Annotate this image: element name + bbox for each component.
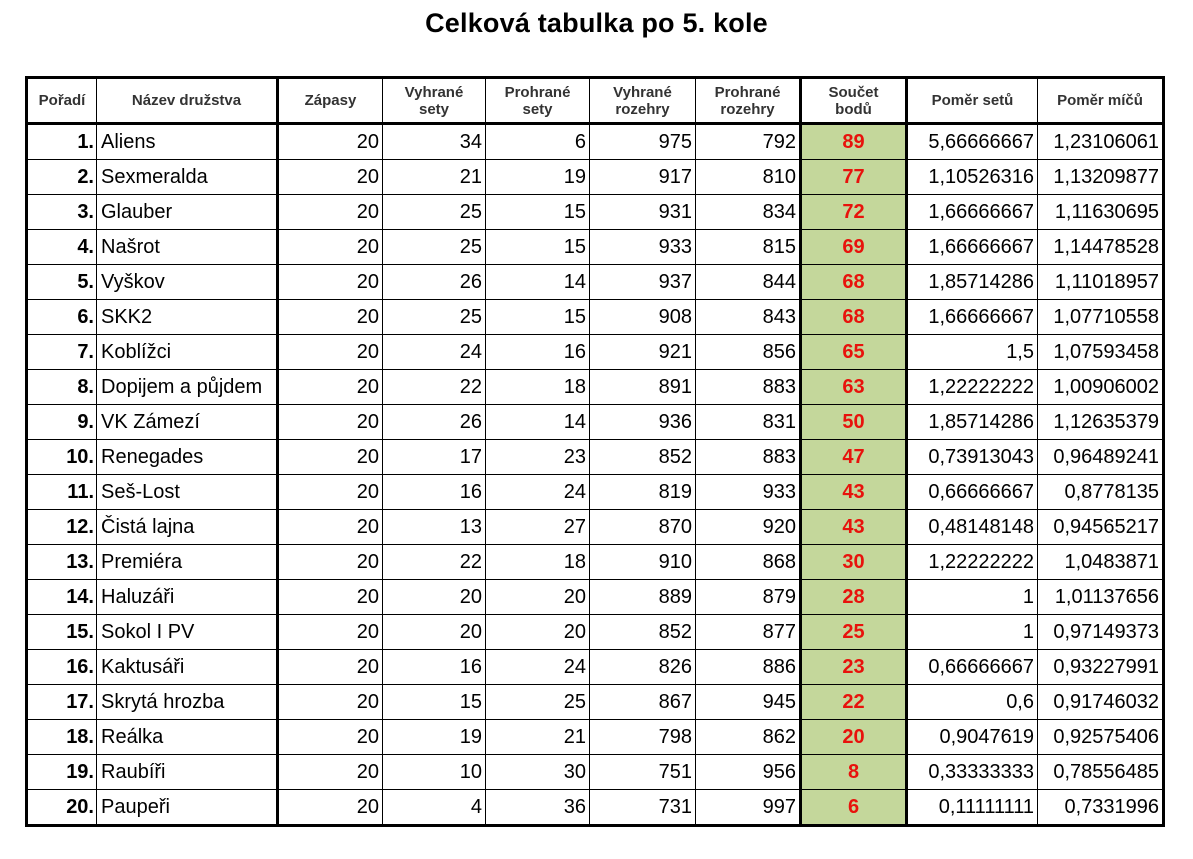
cell-rank: 12. xyxy=(27,510,97,545)
cell-rallies-lost: 792 xyxy=(696,124,801,160)
cell-ball-ratio: 0,96489241 xyxy=(1038,440,1164,475)
table-row xyxy=(27,650,1164,685)
cell-team-name: Raubíři xyxy=(97,755,278,790)
cell-rallies-won: 917 xyxy=(590,160,696,195)
cell-team-name: Kaktusáři xyxy=(97,650,278,685)
cell-matches: 20 xyxy=(278,755,383,790)
cell-sets-lost: 27 xyxy=(486,510,590,545)
table-row xyxy=(27,195,1164,230)
cell-rank: 8. xyxy=(27,370,97,405)
cell-points: 25 xyxy=(801,615,907,650)
cell-set-ratio: 1,66666667 xyxy=(907,195,1038,230)
table-row xyxy=(27,335,1164,370)
cell-sets-won: 4 xyxy=(383,790,486,826)
cell-ball-ratio: 0,92575406 xyxy=(1038,720,1164,755)
cell-ball-ratio: 0,91746032 xyxy=(1038,685,1164,720)
cell-rallies-won: 798 xyxy=(590,720,696,755)
cell-team-name: Seš-Lost xyxy=(97,475,278,510)
cell-rallies-lost: 879 xyxy=(696,580,801,615)
cell-rallies-lost: 862 xyxy=(696,720,801,755)
cell-ball-ratio: 1,11018957 xyxy=(1038,265,1164,300)
col-header-points-line1: Součet xyxy=(828,83,879,101)
cell-points: 89 xyxy=(801,124,907,160)
cell-points: 23 xyxy=(801,650,907,685)
col-header-sets-won-line2: sety xyxy=(418,100,450,118)
cell-matches: 20 xyxy=(278,160,383,195)
cell-rank: 13. xyxy=(27,545,97,580)
cell-points: 20 xyxy=(801,720,907,755)
cell-sets-won: 13 xyxy=(383,510,486,545)
cell-points: 43 xyxy=(801,510,907,545)
cell-rank: 16. xyxy=(27,650,97,685)
table-row xyxy=(27,265,1164,300)
cell-team-name: Glauber xyxy=(97,195,278,230)
cell-points: 22 xyxy=(801,685,907,720)
col-header-rank: Pořadí xyxy=(27,78,97,124)
cell-team-name: Skrytá hrozba xyxy=(97,685,278,720)
cell-sets-won: 25 xyxy=(383,300,486,335)
cell-matches: 20 xyxy=(278,650,383,685)
cell-set-ratio: 0,73913043 xyxy=(907,440,1038,475)
cell-rallies-lost: 956 xyxy=(696,755,801,790)
cell-matches: 20 xyxy=(278,335,383,370)
cell-matches: 20 xyxy=(278,615,383,650)
cell-sets-won: 16 xyxy=(383,650,486,685)
cell-ball-ratio: 0,93227991 xyxy=(1038,650,1164,685)
cell-team-name: VK Zámezí xyxy=(97,405,278,440)
cell-points: 69 xyxy=(801,230,907,265)
col-header-sets-lost-line1: Prohrané xyxy=(504,83,571,101)
cell-rallies-lost: 997 xyxy=(696,790,801,826)
cell-rank: 9. xyxy=(27,405,97,440)
cell-team-name: Paupeři xyxy=(97,790,278,826)
cell-set-ratio: 0,66666667 xyxy=(907,475,1038,510)
cell-sets-lost: 24 xyxy=(486,475,590,510)
cell-set-ratio: 0,48148148 xyxy=(907,510,1038,545)
cell-rallies-lost: 831 xyxy=(696,405,801,440)
cell-rallies-lost: 868 xyxy=(696,545,801,580)
cell-rallies-lost: 933 xyxy=(696,475,801,510)
cell-sets-lost: 19 xyxy=(486,160,590,195)
cell-rallies-won: 751 xyxy=(590,755,696,790)
cell-set-ratio: 1,10526316 xyxy=(907,160,1038,195)
cell-ball-ratio: 1,23106061 xyxy=(1038,124,1164,160)
cell-matches: 20 xyxy=(278,230,383,265)
cell-points: 8 xyxy=(801,755,907,790)
cell-points: 77 xyxy=(801,160,907,195)
cell-team-name: Premiéra xyxy=(97,545,278,580)
cell-points: 68 xyxy=(801,300,907,335)
cell-set-ratio: 1,85714286 xyxy=(907,405,1038,440)
cell-matches: 20 xyxy=(278,405,383,440)
table-row xyxy=(27,580,1164,615)
cell-ball-ratio: 1,0483871 xyxy=(1038,545,1164,580)
cell-rank: 2. xyxy=(27,160,97,195)
table-row xyxy=(27,405,1164,440)
cell-matches: 20 xyxy=(278,300,383,335)
cell-matches: 20 xyxy=(278,580,383,615)
cell-points: 65 xyxy=(801,335,907,370)
cell-team-name: Reálka xyxy=(97,720,278,755)
col-header-sets-lost-line2: sety xyxy=(522,100,553,118)
cell-sets-lost: 21 xyxy=(486,720,590,755)
cell-sets-won: 26 xyxy=(383,265,486,300)
cell-sets-won: 19 xyxy=(383,720,486,755)
cell-sets-lost: 14 xyxy=(486,265,590,300)
cell-matches: 20 xyxy=(278,510,383,545)
cell-set-ratio: 1,66666667 xyxy=(907,230,1038,265)
table-row xyxy=(27,545,1164,580)
cell-rank: 7. xyxy=(27,335,97,370)
cell-points: 30 xyxy=(801,545,907,580)
col-header-rallies-lost-line1: Prohrané xyxy=(714,83,781,101)
table-row xyxy=(27,755,1164,790)
cell-ball-ratio: 1,14478528 xyxy=(1038,230,1164,265)
cell-team-name: Sokol I PV xyxy=(97,615,278,650)
cell-points: 72 xyxy=(801,195,907,230)
cell-rallies-won: 852 xyxy=(590,615,696,650)
cell-rallies-won: 867 xyxy=(590,685,696,720)
cell-matches: 20 xyxy=(278,195,383,230)
cell-rallies-lost: 945 xyxy=(696,685,801,720)
cell-points: 43 xyxy=(801,475,907,510)
cell-team-name: Čistá lajna xyxy=(97,510,278,545)
cell-ball-ratio: 1,01137656 xyxy=(1038,580,1164,615)
cell-set-ratio: 1,22222222 xyxy=(907,545,1038,580)
cell-rallies-won: 870 xyxy=(590,510,696,545)
cell-sets-lost: 15 xyxy=(486,195,590,230)
cell-rallies-won: 908 xyxy=(590,300,696,335)
cell-matches: 20 xyxy=(278,545,383,580)
cell-team-name: Aliens xyxy=(97,124,278,160)
cell-team-name: Haluzáři xyxy=(97,580,278,615)
cell-sets-won: 25 xyxy=(383,195,486,230)
cell-rallies-lost: 886 xyxy=(696,650,801,685)
cell-points: 68 xyxy=(801,265,907,300)
cell-ball-ratio: 1,07593458 xyxy=(1038,335,1164,370)
cell-sets-won: 34 xyxy=(383,124,486,160)
cell-sets-won: 15 xyxy=(383,685,486,720)
table-row xyxy=(27,160,1164,195)
cell-matches: 20 xyxy=(278,790,383,826)
cell-rallies-lost: 844 xyxy=(696,265,801,300)
cell-rallies-lost: 834 xyxy=(696,195,801,230)
cell-sets-lost: 24 xyxy=(486,650,590,685)
cell-sets-lost: 25 xyxy=(486,685,590,720)
cell-rallies-won: 852 xyxy=(590,440,696,475)
cell-rallies-lost: 920 xyxy=(696,510,801,545)
table-row xyxy=(27,230,1164,265)
cell-sets-won: 16 xyxy=(383,475,486,510)
col-header-set-ratio: Poměr setů xyxy=(907,78,1038,124)
cell-sets-won: 10 xyxy=(383,755,486,790)
cell-team-name: Sexmeralda xyxy=(97,160,278,195)
col-header-team: Název družstva xyxy=(97,78,278,124)
cell-rallies-lost: 883 xyxy=(696,370,801,405)
cell-rank: 11. xyxy=(27,475,97,510)
cell-set-ratio: 1,22222222 xyxy=(907,370,1038,405)
cell-set-ratio: 0,9047619 xyxy=(907,720,1038,755)
col-header-rallies-lost-line2: rozehry xyxy=(720,100,775,118)
cell-rallies-won: 891 xyxy=(590,370,696,405)
header-row xyxy=(27,78,1164,124)
cell-ball-ratio: 1,13209877 xyxy=(1038,160,1164,195)
standings-table xyxy=(25,76,1165,827)
cell-matches: 20 xyxy=(278,685,383,720)
cell-sets-lost: 20 xyxy=(486,615,590,650)
cell-ball-ratio: 0,94565217 xyxy=(1038,510,1164,545)
cell-rallies-lost: 883 xyxy=(696,440,801,475)
cell-sets-won: 21 xyxy=(383,160,486,195)
cell-set-ratio: 1,5 xyxy=(907,335,1038,370)
cell-ball-ratio: 1,07710558 xyxy=(1038,300,1164,335)
col-header-rallies-won-line2: rozehry xyxy=(615,100,670,118)
table-row xyxy=(27,685,1164,720)
cell-sets-won: 22 xyxy=(383,370,486,405)
cell-matches: 20 xyxy=(278,720,383,755)
cell-set-ratio: 1,85714286 xyxy=(907,265,1038,300)
cell-team-name: SKK2 xyxy=(97,300,278,335)
cell-rank: 17. xyxy=(27,685,97,720)
cell-rallies-won: 937 xyxy=(590,265,696,300)
cell-sets-won: 26 xyxy=(383,405,486,440)
cell-matches: 20 xyxy=(278,124,383,160)
cell-points: 28 xyxy=(801,580,907,615)
col-header-points-line2: bodů xyxy=(835,100,872,118)
col-header-matches: Zápasy xyxy=(278,78,383,124)
cell-points: 50 xyxy=(801,405,907,440)
cell-ball-ratio: 0,78556485 xyxy=(1038,755,1164,790)
cell-ball-ratio: 0,7331996 xyxy=(1038,790,1164,826)
cell-team-name: Dopijem a půjdem xyxy=(97,370,278,405)
cell-matches: 20 xyxy=(278,265,383,300)
cell-sets-lost: 14 xyxy=(486,405,590,440)
col-header-points xyxy=(801,78,907,124)
table-row xyxy=(27,720,1164,755)
cell-rallies-lost: 877 xyxy=(696,615,801,650)
cell-sets-won: 25 xyxy=(383,230,486,265)
cell-set-ratio: 0,11111111 xyxy=(907,790,1038,826)
cell-sets-lost: 23 xyxy=(486,440,590,475)
cell-ball-ratio: 0,97149373 xyxy=(1038,615,1164,650)
cell-rallies-won: 975 xyxy=(590,124,696,160)
table-row xyxy=(27,370,1164,405)
table-row xyxy=(27,790,1164,826)
col-header-sets-won xyxy=(383,78,486,124)
cell-set-ratio: 1,66666667 xyxy=(907,300,1038,335)
cell-ball-ratio: 1,11630695 xyxy=(1038,195,1164,230)
cell-rallies-lost: 815 xyxy=(696,230,801,265)
col-header-ball-ratio: Poměr míčů xyxy=(1038,78,1164,124)
cell-sets-lost: 36 xyxy=(486,790,590,826)
cell-rallies-won: 889 xyxy=(590,580,696,615)
cell-points: 63 xyxy=(801,370,907,405)
cell-sets-won: 20 xyxy=(383,580,486,615)
cell-set-ratio: 1 xyxy=(907,615,1038,650)
cell-ball-ratio: 1,12635379 xyxy=(1038,405,1164,440)
cell-rank: 1. xyxy=(27,124,97,160)
cell-matches: 20 xyxy=(278,370,383,405)
cell-team-name: Renegades xyxy=(97,440,278,475)
table-row xyxy=(27,300,1164,335)
cell-team-name: Koblížci xyxy=(97,335,278,370)
cell-team-name: Našrot xyxy=(97,230,278,265)
table-row xyxy=(27,615,1164,650)
col-header-sets-won-line1: Vyhrané xyxy=(404,83,464,101)
cell-rallies-won: 826 xyxy=(590,650,696,685)
col-header-rallies-won xyxy=(590,78,696,124)
table-row xyxy=(27,510,1164,545)
cell-rallies-won: 933 xyxy=(590,230,696,265)
cell-sets-lost: 18 xyxy=(486,370,590,405)
cell-rallies-lost: 843 xyxy=(696,300,801,335)
cell-sets-lost: 15 xyxy=(486,300,590,335)
table-body xyxy=(27,124,1164,826)
cell-sets-won: 22 xyxy=(383,545,486,580)
table-row xyxy=(27,440,1164,475)
cell-ball-ratio: 1,00906002 xyxy=(1038,370,1164,405)
cell-rank: 4. xyxy=(27,230,97,265)
cell-rank: 14. xyxy=(27,580,97,615)
cell-rallies-won: 936 xyxy=(590,405,696,440)
page-title: Celková tabulka po 5. kole xyxy=(425,8,768,38)
table-row xyxy=(27,124,1164,160)
cell-points: 6 xyxy=(801,790,907,826)
cell-sets-won: 20 xyxy=(383,615,486,650)
cell-set-ratio: 0,6 xyxy=(907,685,1038,720)
cell-sets-lost: 20 xyxy=(486,580,590,615)
cell-matches: 20 xyxy=(278,475,383,510)
cell-rallies-lost: 810 xyxy=(696,160,801,195)
cell-sets-lost: 6 xyxy=(486,124,590,160)
cell-rallies-won: 731 xyxy=(590,790,696,826)
cell-rank: 19. xyxy=(27,755,97,790)
cell-team-name: Vyškov xyxy=(97,265,278,300)
cell-rallies-won: 921 xyxy=(590,335,696,370)
cell-set-ratio: 1 xyxy=(907,580,1038,615)
cell-rank: 18. xyxy=(27,720,97,755)
cell-rallies-won: 931 xyxy=(590,195,696,230)
col-header-rallies-won-line1: Vyhrané xyxy=(613,83,672,101)
cell-set-ratio: 0,66666667 xyxy=(907,650,1038,685)
cell-points: 47 xyxy=(801,440,907,475)
col-header-sets-lost xyxy=(486,78,590,124)
cell-sets-lost: 16 xyxy=(486,335,590,370)
cell-rallies-won: 819 xyxy=(590,475,696,510)
cell-rank: 20. xyxy=(27,790,97,826)
cell-sets-lost: 15 xyxy=(486,230,590,265)
cell-sets-lost: 30 xyxy=(486,755,590,790)
cell-rank: 6. xyxy=(27,300,97,335)
cell-sets-won: 17 xyxy=(383,440,486,475)
col-header-rallies-lost xyxy=(696,78,801,124)
cell-rank: 10. xyxy=(27,440,97,475)
cell-matches: 20 xyxy=(278,440,383,475)
table-row xyxy=(27,475,1164,510)
cell-set-ratio: 5,66666667 xyxy=(907,124,1038,160)
cell-rallies-lost: 856 xyxy=(696,335,801,370)
cell-set-ratio: 0,33333333 xyxy=(907,755,1038,790)
cell-ball-ratio: 0,8778135 xyxy=(1038,475,1164,510)
cell-sets-won: 24 xyxy=(383,335,486,370)
cell-rank: 3. xyxy=(27,195,97,230)
cell-rallies-won: 910 xyxy=(590,545,696,580)
cell-rank: 15. xyxy=(27,615,97,650)
cell-sets-lost: 18 xyxy=(486,545,590,580)
cell-rank: 5. xyxy=(27,265,97,300)
